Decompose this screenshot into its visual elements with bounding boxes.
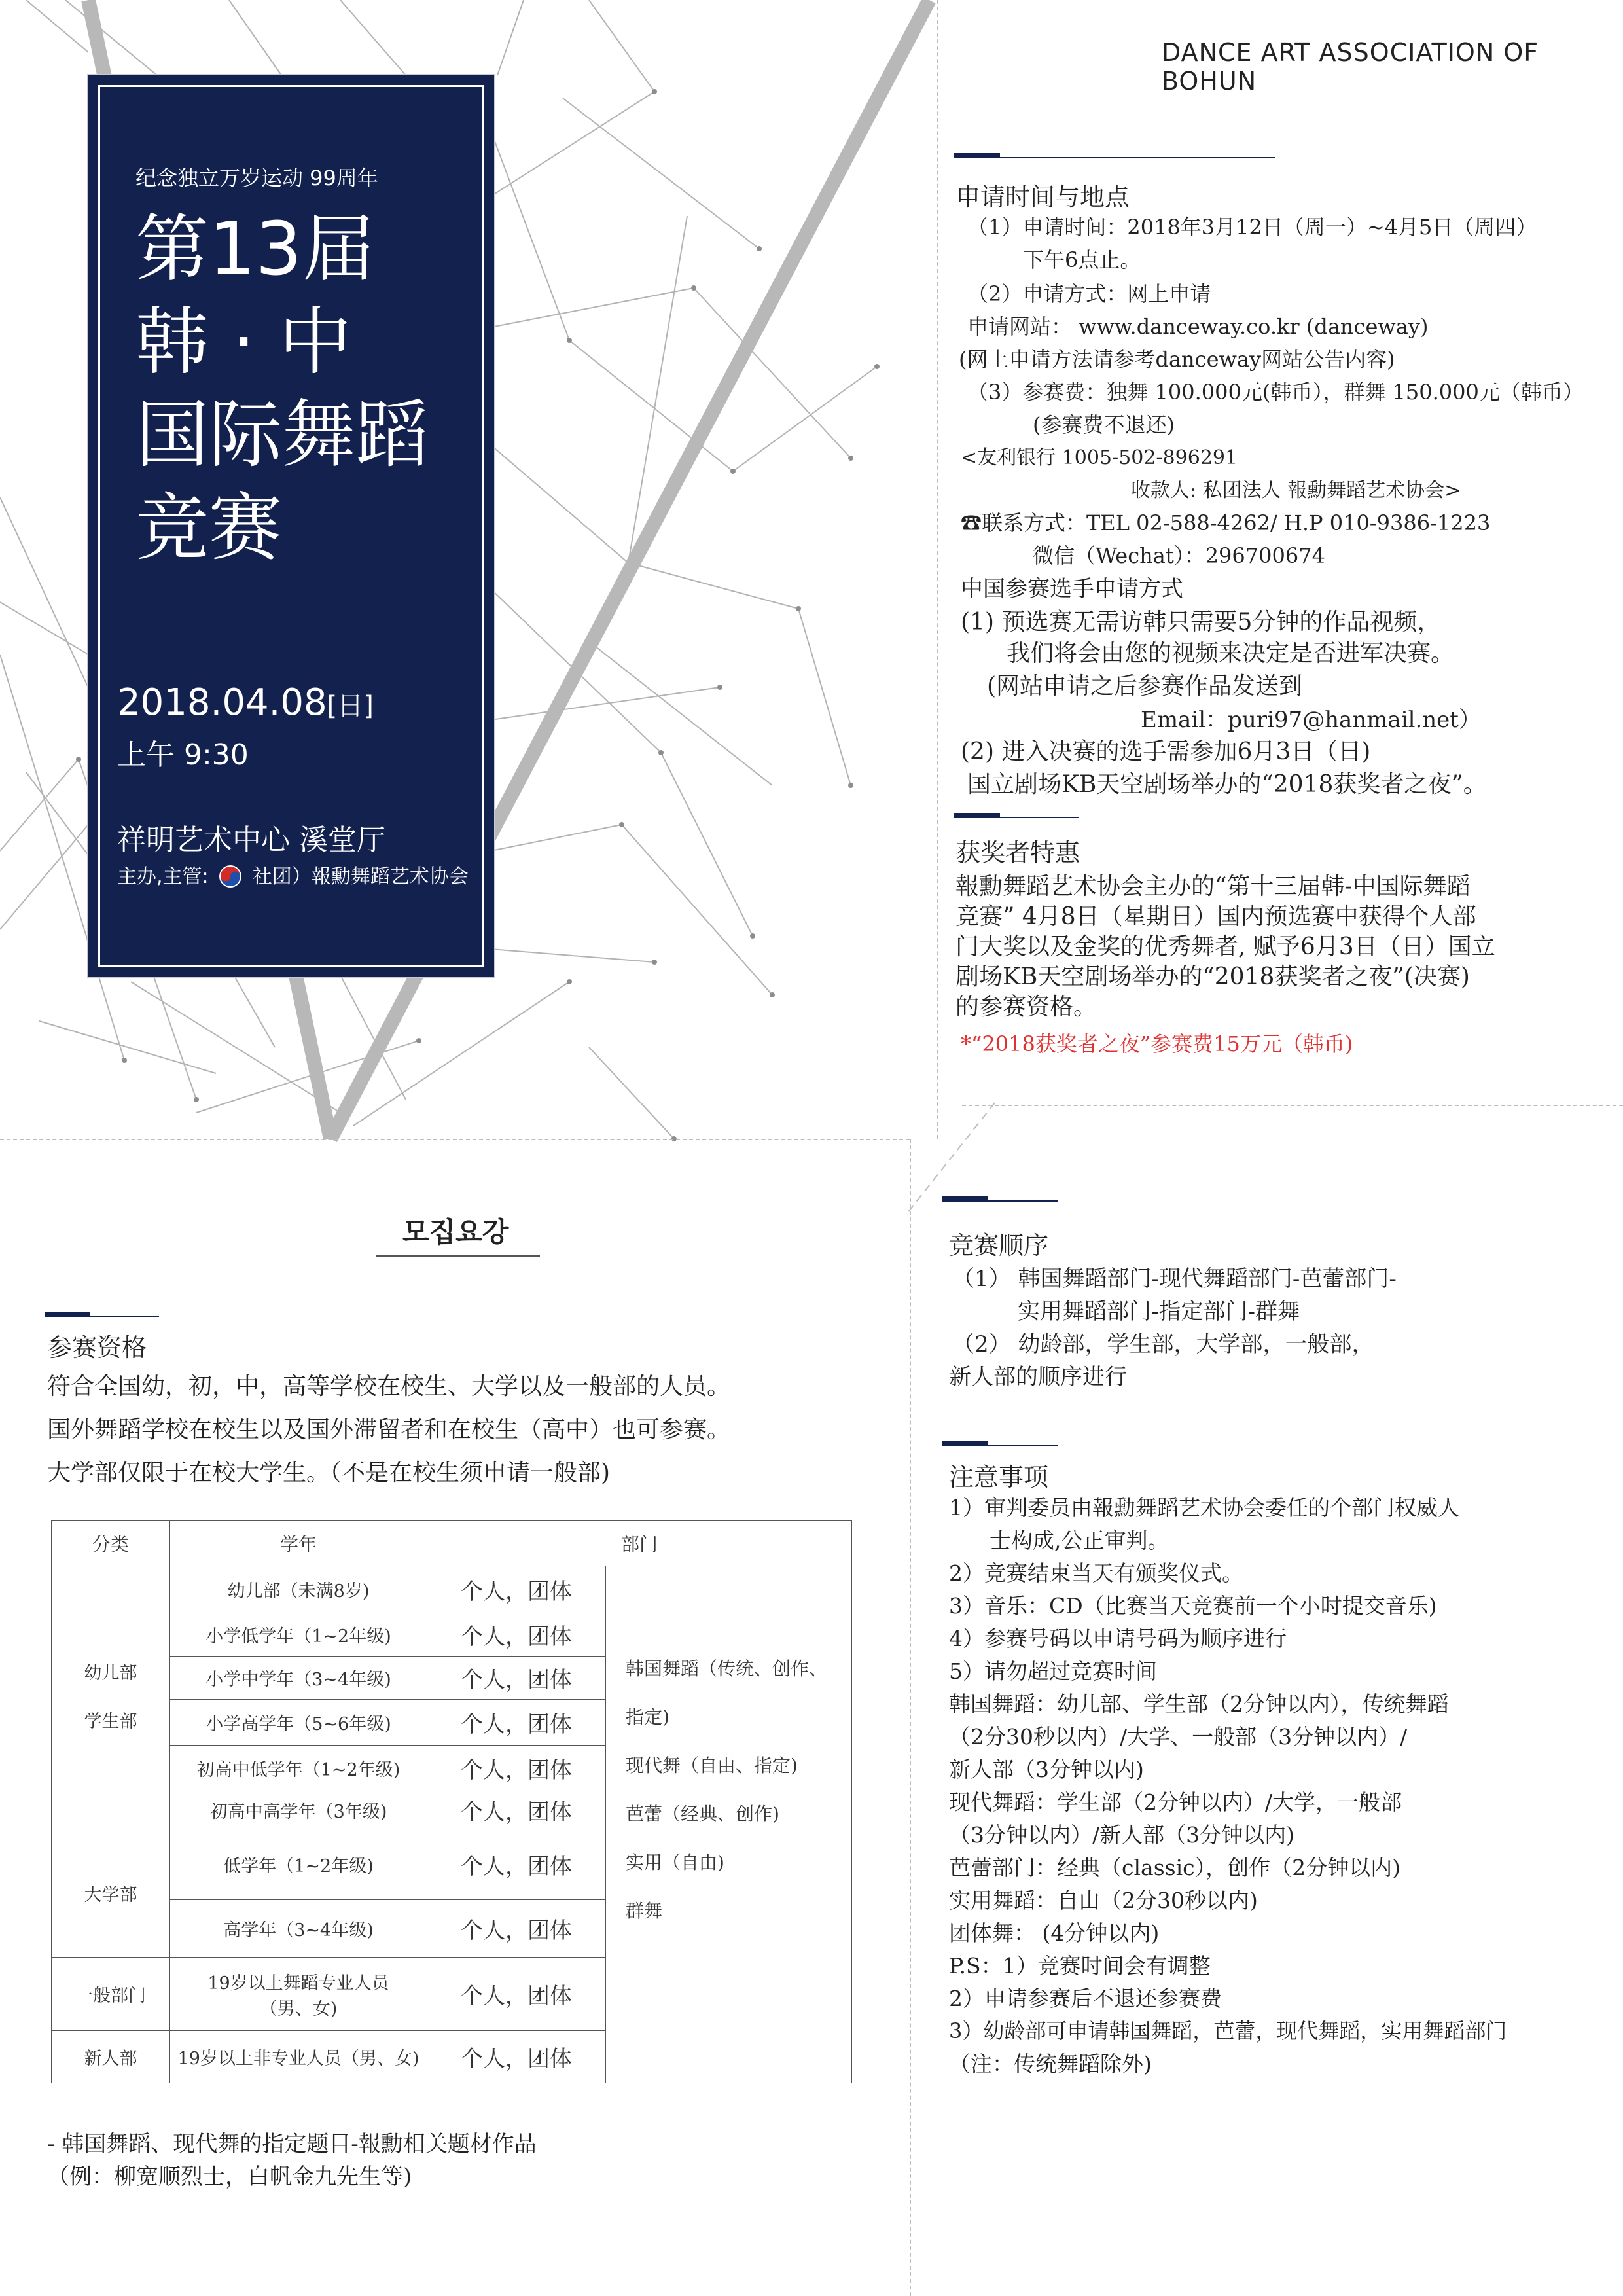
type-cell: 个人，团体	[427, 1700, 606, 1746]
group-label: 学生部	[84, 1711, 137, 1732]
type-cell: 个人，团体	[427, 1958, 606, 2031]
group-cell-children	[52, 1566, 170, 1829]
notes-line: 现代舞蹈：学生部（2分钟以内）/大学，一般部	[949, 1789, 1402, 1815]
notes-header-bar	[942, 1445, 1058, 1446]
notes-line: 1）审判委员由報勳舞蹈艺术协会委任的个部门权威人	[949, 1495, 1459, 1520]
department-line: 韩国舞蹈（传统、创作、	[626, 1658, 828, 1679]
group-label: 幼儿部	[84, 1662, 137, 1683]
department-line: 现代舞（自由、指定)	[626, 1755, 798, 1776]
notes-line: （注：传统舞蹈除外)	[949, 2051, 1152, 2077]
application-title: 申请时间与地点	[955, 183, 1130, 211]
department-cell	[606, 1566, 852, 2083]
group-cell-newcomer: 新人部	[52, 2031, 170, 2083]
application-line: 收款人: 私团法人 報勳舞蹈艺术协会>	[1131, 479, 1461, 502]
vertical-separator-bottom	[910, 1139, 911, 2296]
application-line: （3）参赛费：独舞 100.000元(韩币），群舞 150.000元（韩币）	[967, 380, 1584, 404]
notes-line: 4）参赛号码以申请号码为顺序进行	[949, 1626, 1287, 1651]
grade-cell: 小学高学年（5~6年级)	[170, 1700, 427, 1746]
notes-line: 3）幼龄部可申请韩国舞蹈，芭蕾，现代舞蹈，实用舞蹈部门	[949, 2018, 1507, 2043]
application-line: 我们将会由您的视频来决定是否进军决赛。	[1007, 640, 1455, 667]
awards-line: 報勳舞蹈艺术协会主办的“第十三届韩-中国际舞蹈	[955, 873, 1471, 900]
application-line: (参赛费不退还)	[1033, 412, 1175, 437]
application-line: (网站申请之后参赛作品发送到	[987, 673, 1303, 700]
grade-cell: 幼儿部（未满8岁)	[170, 1566, 427, 1613]
cover-subtitle: 纪念独立万岁运动 99周年	[135, 166, 378, 190]
application-line: （2）申请方式：网上申请	[967, 281, 1211, 306]
taegeuk-logo-icon	[219, 865, 242, 888]
cover-date-weekday: [日]	[327, 691, 374, 721]
application-line: ☎联系方式：TEL 02-588-4262/ H.P 010-9386-1223	[961, 511, 1491, 535]
application-line: (2) 进入决赛的选手需参加6月3日（日)	[961, 738, 1371, 765]
application-line: 下午6点止。	[1023, 247, 1141, 272]
awards-line: 剧场KB天空剧场举办的“2018获奖者之夜”(决赛)	[955, 963, 1470, 990]
grade-cell: 低学年（1~2年级)	[170, 1829, 427, 1900]
application-line: <友利银行 1005-502-896291	[961, 446, 1238, 469]
grade-cell: 高学年（3~4年级)	[170, 1900, 427, 1958]
cover-host-name: 社团）報勳舞蹈艺术协会	[252, 865, 469, 888]
application-line: 国立剧场KB天空剧场举办的“2018获奖者之夜”。	[967, 771, 1487, 798]
notes-line: 韩国舞蹈：幼儿部、学生部（2分钟以内），传统舞蹈	[949, 1691, 1449, 1717]
type-cell: 个人，团体	[427, 1566, 606, 1613]
order-line: （1） 韩国舞蹈部门-现代舞蹈部门-芭蕾部门-	[952, 1266, 1397, 1292]
grade-cell: 初高中高学年（3年级)	[170, 1791, 427, 1829]
application-line: 微信（Wechat）：296700674	[1033, 543, 1325, 568]
type-cell: 个人，团体	[427, 2031, 606, 2083]
grade-cell: 初高中低学年（1~2年级)	[170, 1746, 427, 1791]
table-header-cell: 分类	[52, 1521, 170, 1566]
table-header-row	[52, 1521, 852, 1566]
cover-date	[117, 681, 374, 724]
order-line: 实用舞蹈部门-指定部门-群舞	[1018, 1299, 1300, 1325]
cover-host-label: 主办,主管:	[117, 865, 209, 888]
notes-line: 2）申请参赛后不退还参赛费	[949, 1986, 1222, 2011]
type-cell: 个人，团体	[427, 1791, 606, 1829]
eligibility-line: 符合全国幼，初，中，高等学校在校生、大学以及一般部的人员。	[47, 1373, 731, 1400]
department-line: 实用（自由)	[626, 1852, 724, 1873]
table-row	[52, 1566, 852, 1613]
notes-line: P.S：1）竞赛时间会有调整	[949, 1953, 1211, 1979]
eligibility-line: 国外舞蹈学校在校生以及国外滞留者和在校生（高中）也可参赛。	[47, 1416, 731, 1443]
footnote-line: （例：柳宽顺烈士，白帆金九先生等)	[47, 2164, 412, 2190]
cover-time: 上午 9:30	[117, 738, 249, 772]
order-title: 竞赛顺序	[949, 1231, 1049, 1260]
notes-line: （2分30秒以内）/大学、一般部（3分钟以内）/	[949, 1724, 1408, 1749]
department-line: 群舞	[626, 1900, 663, 1922]
cover-title-line-3: 国际舞蹈	[135, 393, 429, 478]
cover-title-line-1: 第13届	[135, 207, 376, 292]
table-header-cell: 部门	[427, 1521, 852, 1566]
application-line: 申请网站： www.danceway.co.kr (danceway)	[967, 314, 1429, 339]
cover-venue: 祥明艺术中心 溪堂厅	[117, 823, 385, 857]
cover-host	[117, 860, 469, 889]
notes-line: 3）音乐：CD（比赛当天竞赛前一个小时提交音乐)	[949, 1593, 1437, 1619]
eligibility-title: 参赛资格	[47, 1333, 147, 1362]
awards-line: 竞赛” 4月8日（星期日）国内预选赛中获得个人部	[955, 903, 1476, 930]
notes-line: 实用舞蹈：自由（2分30秒以内)	[949, 1888, 1258, 1913]
notes-line: 2）竞赛结束当天有颁奖仪式。	[949, 1560, 1243, 1586]
notes-line: 团体舞： (4分钟以内)	[949, 1920, 1160, 1946]
application-line: （1）申请时间：2018年3月12日（周一）~4月5日（周四）	[967, 215, 1537, 240]
notes-line: 5）请勿超过竞赛时间	[949, 1659, 1157, 1684]
notes-line: 士构成,公正审判。	[990, 1528, 1169, 1553]
type-cell: 个人，团体	[427, 1900, 606, 1958]
eligibility-line: 大学部仅限于在校大学生。（不是在校生须申请一般部)	[47, 1460, 611, 1486]
application-line: Email：puri97@hanmail.net）	[1141, 707, 1481, 733]
application-line: (1) 预选赛无需访韩只需要5分钟的作品视频，	[961, 609, 1441, 636]
grade-cell: 小学中学年（3~4年级)	[170, 1657, 427, 1700]
awards-line: 的参赛资格。	[955, 994, 1097, 1020]
type-cell: 个人，团体	[427, 1746, 606, 1791]
recruit-title: 모집요강	[402, 1216, 509, 1248]
type-cell: 个人，团体	[427, 1829, 606, 1900]
grade-cell: 小学低学年（1~2年级)	[170, 1613, 427, 1657]
group-cell-general: 一般部门	[52, 1958, 170, 2031]
awards-line: 门大奖以及金奖的优秀舞者, 赋予6月3日（日）国立	[955, 933, 1495, 960]
group-cell-university: 大学部	[52, 1829, 170, 1958]
cover-title-line-4: 竞赛	[135, 486, 282, 571]
grade-cell: 19岁以上非专业人员（男、女)	[170, 2031, 427, 2083]
application-line: 中国参赛选手申请方式	[961, 576, 1183, 602]
awards-header-bar	[954, 817, 1079, 818]
eligibility-header-bar	[45, 1316, 159, 1317]
association-name: DANCE ART ASSOCIATION OF BOHUN	[1162, 38, 1539, 96]
footnote-line: - 韩国舞蹈、现代舞的指定题目-報勳相关题材作品	[47, 2131, 537, 2157]
order-line: 新人部的顺序进行	[949, 1364, 1127, 1390]
grade-cell: 19岁以上舞蹈专业人员（男、女)	[170, 1958, 427, 2031]
cover-date-value: 2018.04.08	[117, 681, 327, 724]
department-line: 芭蕾（经典、创作)	[626, 1803, 779, 1825]
notes-title: 注意事项	[949, 1463, 1049, 1492]
application-line: (网上申请方法请参考danceway网站公告内容)	[959, 347, 1395, 372]
order-line: （2） 幼龄部，学生部，大学部，一般部，	[952, 1331, 1374, 1357]
awards-fee-note: *“2018获奖者之夜”参赛费15万元（韩币)	[961, 1031, 1353, 1056]
type-cell: 个人，团体	[427, 1613, 606, 1657]
table-header-cell: 学年	[170, 1521, 427, 1566]
cover-panel	[88, 75, 494, 977]
application-header-bar	[954, 157, 1275, 158]
horizontal-separator-right	[962, 1105, 1623, 1106]
department-line: 指定)	[626, 1706, 669, 1728]
notes-line: 芭蕾部门：经典（classic），创作（2分钟以内)	[949, 1855, 1400, 1880]
vertical-separator-top	[937, 0, 938, 1139]
category-table	[51, 1520, 852, 2083]
notes-line: （3分钟以内）/新人部（3分钟以内)	[949, 1822, 1294, 1848]
type-cell: 个人，团体	[427, 1657, 606, 1700]
awards-title: 获奖者特惠	[955, 838, 1080, 867]
notes-line: 新人部（3分钟以内)	[949, 1757, 1144, 1782]
cover-title-line-2: 韩 · 中	[135, 300, 352, 385]
recruit-title-underline	[376, 1255, 540, 1257]
order-header-bar	[942, 1200, 1058, 1202]
horizontal-separator-left	[0, 1139, 910, 1140]
